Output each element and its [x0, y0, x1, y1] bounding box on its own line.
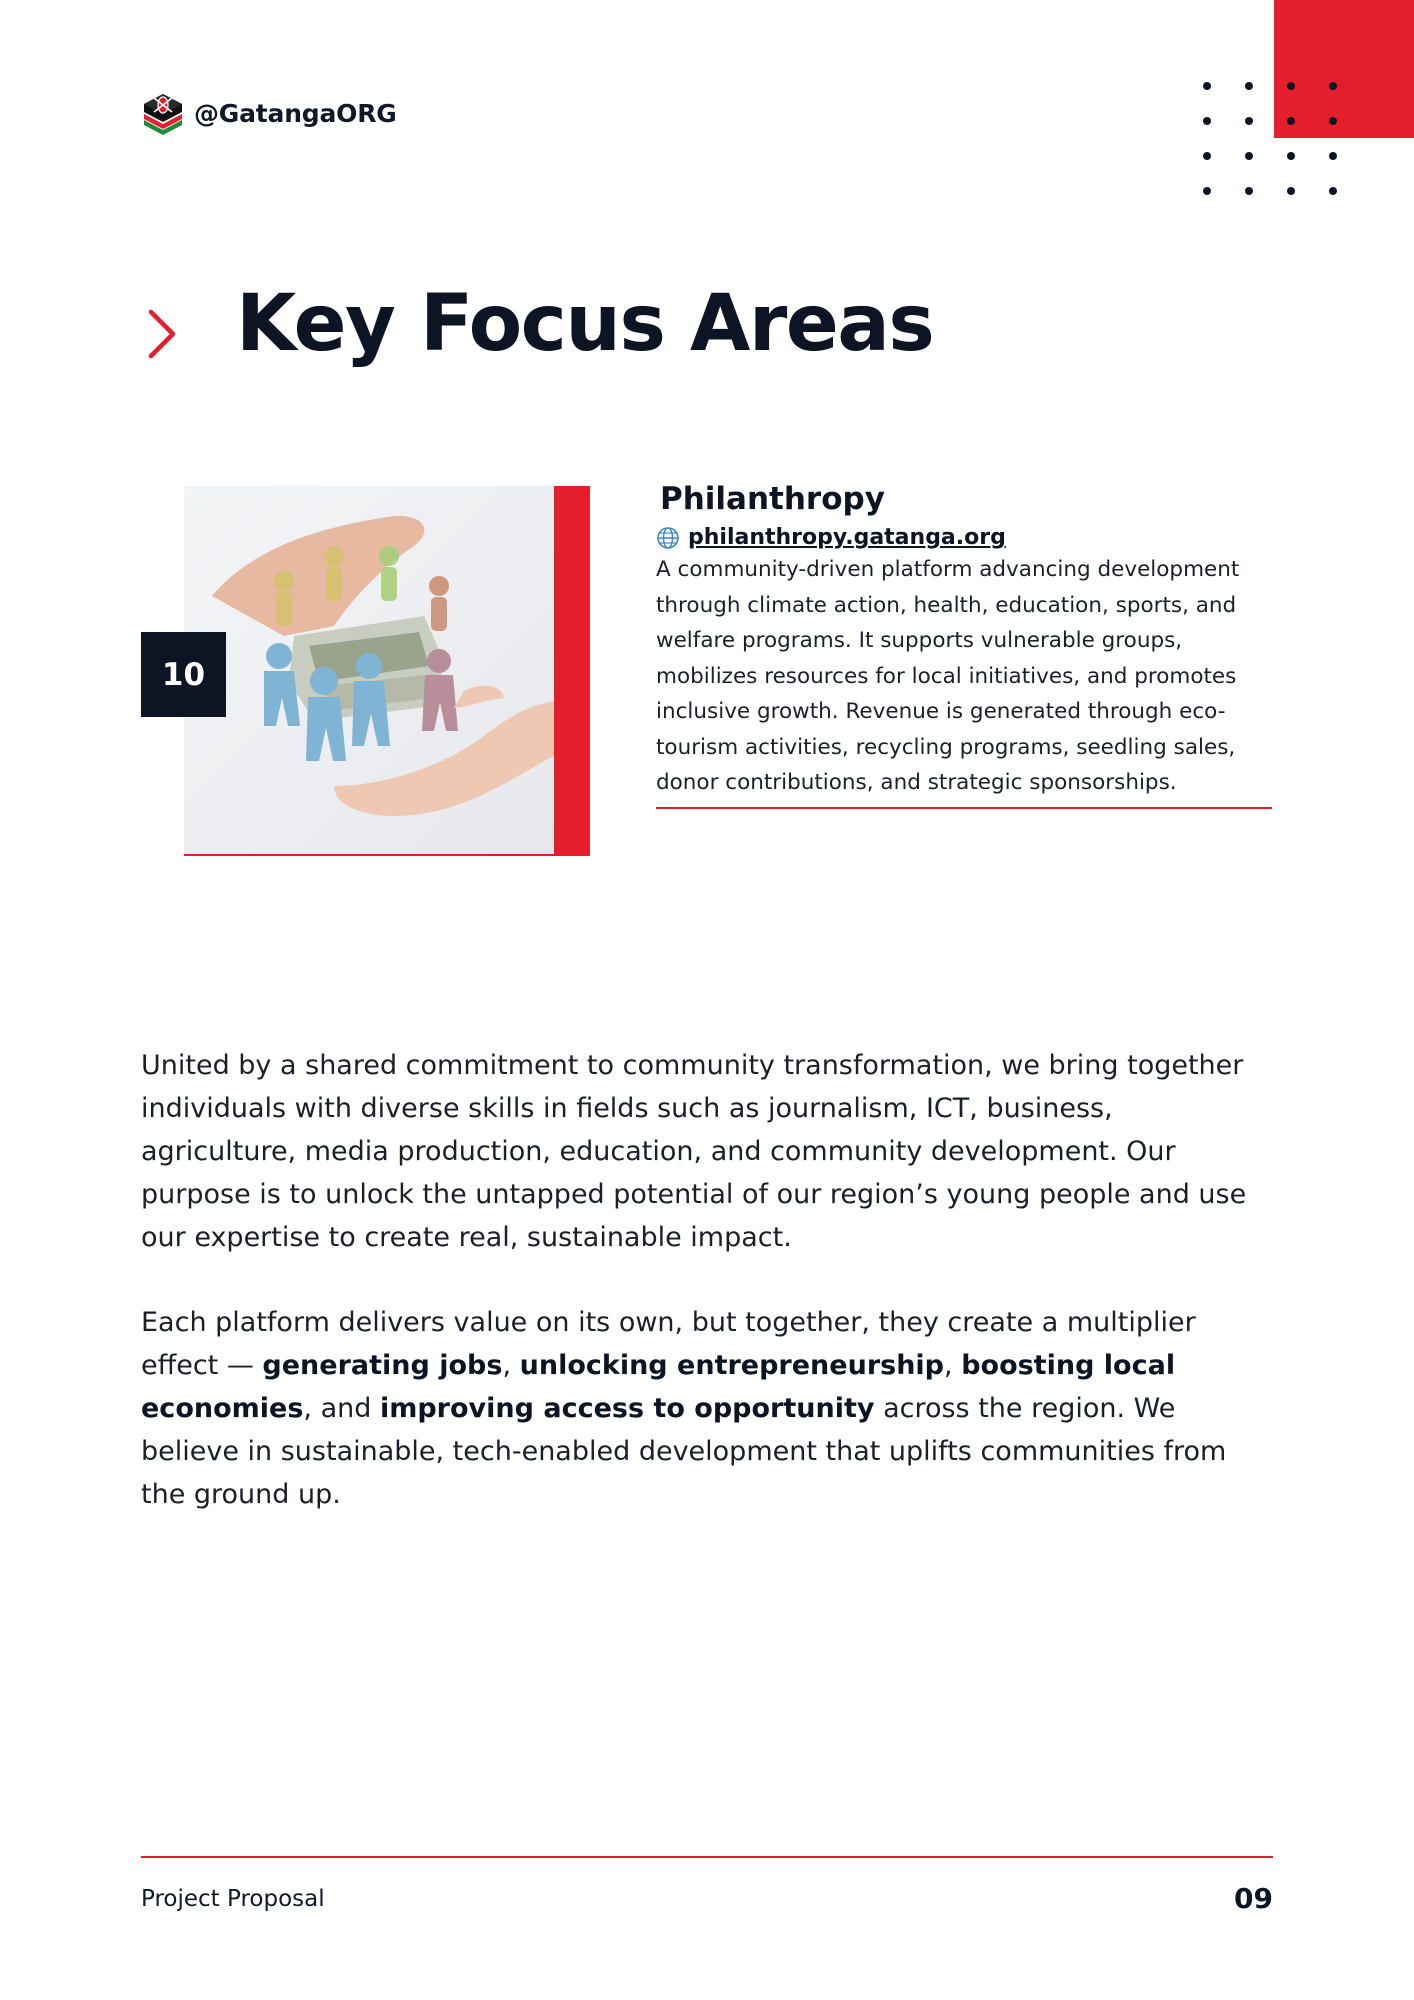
photo-accent-bar: [554, 486, 590, 856]
chevron-right-icon: [146, 308, 178, 360]
highlight-generating-jobs: generating jobs: [262, 1350, 503, 1381]
focus-number-badge: 10: [141, 632, 226, 717]
philanthropy-photo: [184, 486, 554, 854]
paragraph-2-text: ,: [502, 1350, 520, 1381]
page-number: 09: [1234, 1882, 1273, 1915]
globe-icon: [656, 526, 680, 550]
body-paragraph-1: United by a shared commitment to community transformation, we bring together individuals with diverse skills in fields such as journalism, ICT, business, agriculture, media production, education, and community development. Our purpose is to unlock the untapped potential of our region’s young people and use our expertise to create real, sustainable impact.: [141, 1050, 1247, 1253]
kenya-flag-logo-icon: [140, 90, 186, 136]
footer-label: Project Proposal: [141, 1886, 325, 1912]
brand: [140, 90, 397, 136]
footer-divider: [141, 1856, 1273, 1858]
highlight-improving-access: improving access to opportunity: [379, 1393, 875, 1424]
focus-photo-frame: [184, 486, 590, 856]
paragraph-2-text: across the region. We believe in sustainable, tech-enabled development that uplifts communities from the ground up.: [141, 1393, 1227, 1510]
paragraph-2-text: ,: [944, 1350, 962, 1381]
paragraph-2-text: Each platform delivers value on its own, but together, they create a multiplier effect —: [141, 1307, 1196, 1381]
focus-link-row: [656, 525, 1272, 550]
focus-name: Philanthropy: [660, 481, 885, 517]
body-paragraph-2: [141, 1301, 1276, 1516]
highlight-boosting-local-economies: boosting local economies: [141, 1350, 1176, 1424]
focus-info: [656, 478, 1272, 809]
dot-grid-decoration: [1200, 79, 1340, 205]
body-copy: [141, 1044, 1276, 1558]
brand-handle: @GatangaORG: [194, 98, 397, 128]
paragraph-2-text: , and: [303, 1393, 380, 1424]
highlight-unlocking-entrepreneurship: unlocking entrepreneurship: [519, 1350, 945, 1381]
focus-website-link[interactable]: philanthropy.gatanga.org: [688, 525, 1006, 551]
focus-description: A community-driven platform advancing development through climate action, health, education, sports, and welfare programs. It supports vulnerable groups, mobilizes resources for local initiatives, and promotes inclusive growth. Revenue is generated through eco-tourism activities, recycling programs, seedling sales, donor contributions, and strategic sponsorships.: [656, 552, 1272, 809]
page-title: Key Focus Areas: [236, 279, 934, 369]
